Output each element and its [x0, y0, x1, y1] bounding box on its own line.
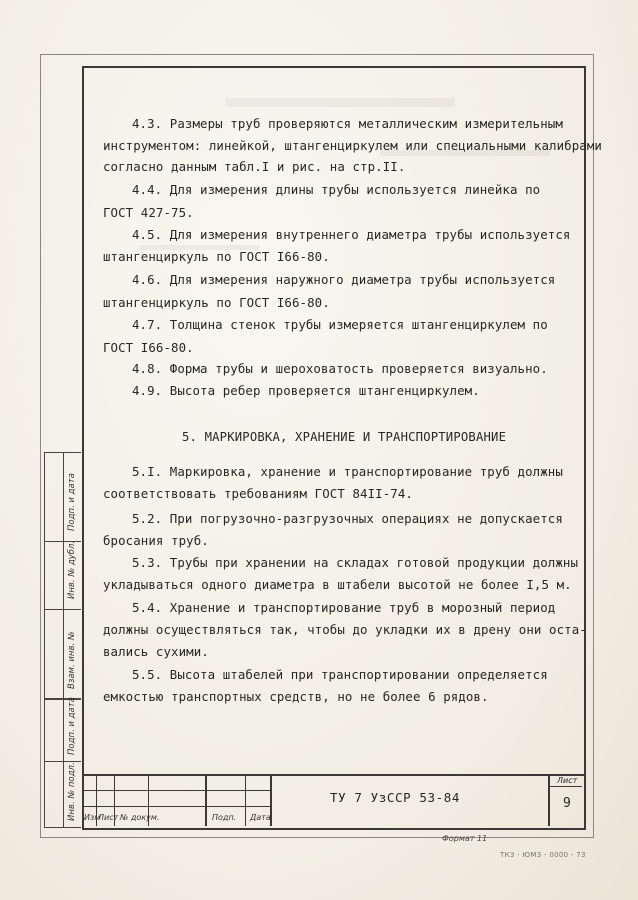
text-line: 4.8. Форма трубы и шероховатость проверяется визуально.	[132, 361, 548, 376]
text-line: ГОСТ I66-80.	[103, 340, 194, 355]
text-line: бросания труб.	[103, 533, 209, 548]
text-line: 4.3. Размеры труб проверяются металлическим измерительным	[132, 116, 563, 131]
title-block-col-label: Лист	[98, 813, 119, 822]
text-line: 4.5. Для измерения внутреннего диаметра трубы используется	[132, 227, 571, 242]
strip-label: Взам. инв. №	[67, 631, 77, 689]
text-line: ГОСТ 427-75.	[103, 205, 194, 220]
main-frame	[82, 66, 586, 830]
binding-strip-lower	[44, 698, 81, 828]
title-block-col-label: Изм	[84, 813, 101, 822]
title-block-rule	[82, 790, 270, 791]
format-label: Формат 11	[442, 834, 488, 843]
title-block-rule	[205, 774, 207, 826]
title-block-rule	[548, 786, 582, 787]
text-line: 5.4. Хранение и транспортирование труб в морозный период	[132, 600, 556, 615]
text-line: 4.7. Толщина стенок трубы измеряется штангенциркулем по	[132, 317, 548, 332]
text-line: емкостью транспортных средств, но не более 6 рядов.	[103, 689, 489, 704]
title-block-rule	[245, 774, 246, 826]
text-line: должны осуществляться так, чтобы до укладки их в дрену они оста-	[103, 622, 587, 637]
text-line: 4.9. Высота ребер проверяется штангенциркулем.	[132, 383, 480, 398]
strip-label: Инв. № дубл.	[67, 540, 77, 599]
binding-strip-upper	[44, 452, 81, 700]
page-number: 9	[563, 796, 571, 811]
text-line: укладываться одного диаметра в штабели высотой не более I,5 м.	[103, 577, 572, 592]
text-line: 4.6. Для измерения наружного диаметра трубы используется	[132, 272, 556, 287]
print-code: ТКЗ - ЮМЗ - 0000 - 73	[500, 851, 586, 859]
text-line: вались сухими.	[103, 644, 209, 659]
title-block-col-label: Дата	[250, 813, 271, 822]
text-line: соответствовать требованиям ГОСТ 84II-74.	[103, 486, 413, 501]
text-line: 5.3. Трубы при хранении на складах готовой продукции должны	[132, 555, 579, 570]
text-line: 5.I. Маркировка, хранение и транспортирование труб должны	[132, 464, 563, 479]
strip-label: Инв. № подл.	[67, 762, 77, 821]
text-line: штангенциркуль по ГОСТ I66-80.	[103, 295, 330, 310]
sheet-label: Лист	[557, 776, 578, 785]
document-code: ТУ 7 УзССР 53-84	[330, 790, 461, 805]
strip-column	[45, 699, 64, 827]
strip-label: Подп. и дата	[67, 697, 77, 755]
title-block-border	[82, 774, 584, 776]
text-line: штангенциркуль по ГОСТ I66-80.	[103, 249, 330, 264]
title-block-col-label: № докум.	[120, 813, 160, 822]
text-line: 5.2. При погрузочно-разгрузочных операциях не допускается	[132, 511, 563, 526]
section-heading: 5. МАРКИРОВКА, ХРАНЕНИЕ И ТРАНСПОРТИРОВАНИЕ	[182, 430, 507, 444]
strip-column	[45, 453, 64, 699]
text-line: 4.4. Для измерения длины трубы используется линейка по	[132, 182, 541, 197]
text-line: 5.5. Высота штабелей при транспортировании определяется	[132, 667, 548, 682]
text-line: согласно данным табл.I и рис. на стр.II.	[103, 159, 406, 174]
strip-divider	[45, 609, 81, 610]
strip-label: Подп. и дата	[67, 473, 77, 531]
title-block-col-label: Подп.	[212, 813, 237, 822]
title-block-rule	[82, 806, 270, 807]
text-line: инструментом: линейкой, штангенциркулем или специальными калибрами	[103, 138, 602, 153]
title-block-rule	[548, 774, 550, 826]
